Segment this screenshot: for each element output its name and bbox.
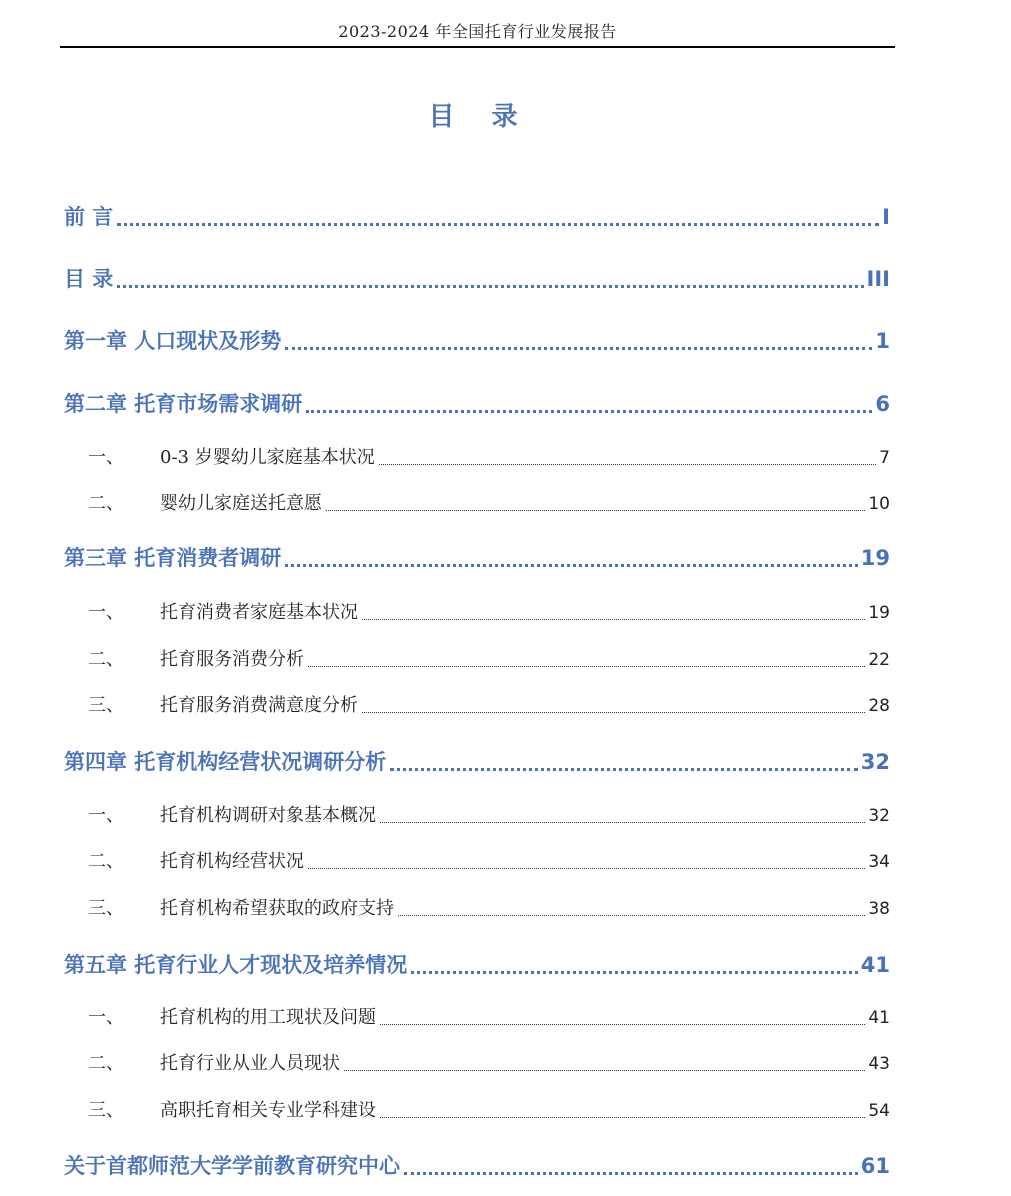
- toc-section-entry[interactable]: [64, 849, 890, 875]
- toc-leader-dots: [285, 564, 857, 567]
- toc-entry-page-number: 19: [868, 603, 890, 623]
- toc-entry-label: 第一章 人口现状及形势: [64, 329, 282, 353]
- toc-section-entry[interactable]: [64, 693, 890, 719]
- toc-entry-page-number: 32: [860, 750, 890, 774]
- toc-section-entry[interactable]: [64, 896, 890, 922]
- toc-entry-page-number: 10: [868, 494, 890, 514]
- toc-section-entry[interactable]: [64, 647, 890, 673]
- toc-entry-label: 婴幼儿家庭送托意愿: [160, 493, 322, 514]
- toc-entry-label: 第三章 托育消费者调研: [64, 546, 282, 570]
- toc-entry-label: 托育服务消费满意度分析: [160, 695, 358, 716]
- toc-entry-number: 一、: [88, 1007, 124, 1028]
- toc-section-entry[interactable]: [64, 1005, 890, 1031]
- toc-entry-number: 二、: [88, 851, 124, 872]
- toc-entry-page-number: 61: [860, 1154, 890, 1178]
- toc-leader-dots: [344, 1070, 865, 1071]
- toc-leader-dots: [306, 410, 872, 413]
- toc-leader-dots: [117, 223, 879, 226]
- toc-chapter-entry[interactable]: [64, 326, 890, 356]
- toc-entry-label: 托育机构希望获取的政府支持: [160, 898, 394, 919]
- toc-entry-page-number: 41: [868, 1008, 890, 1028]
- toc-entry-page-number: 43: [868, 1054, 890, 1074]
- toc-leader-dots: [404, 1172, 858, 1175]
- toc-section-entry[interactable]: [64, 445, 890, 471]
- toc-entry-label: 高职托育相关专业学科建设: [160, 1100, 376, 1121]
- page-header: [60, 18, 895, 48]
- toc-title: 目 录: [428, 102, 532, 132]
- toc-section-entry[interactable]: [64, 803, 890, 829]
- toc-section-entry[interactable]: [64, 1051, 890, 1077]
- toc-entry-label: 托育机构的用工现状及问题: [160, 1007, 376, 1028]
- toc-entry-page-number: 6: [875, 392, 890, 416]
- toc-entry-label: 关于首都师范大学学前教育研究中心: [64, 1154, 400, 1178]
- toc-entry-page-number: 1: [875, 329, 890, 353]
- toc-entry-page-number: III: [866, 267, 890, 291]
- toc-chapter-entry[interactable]: [64, 747, 890, 777]
- toc-entry-label: 前 言: [64, 205, 114, 229]
- toc-entry-label: 第二章 托育市场需求调研: [64, 392, 303, 416]
- toc-entry-number: 一、: [88, 447, 124, 468]
- toc-leader-dots: [398, 915, 865, 916]
- toc-leader-dots: [308, 666, 865, 667]
- toc-entry-label: 托育行业从业人员现状: [160, 1053, 340, 1074]
- toc-leader-dots: [285, 347, 872, 350]
- toc-chapter-entry[interactable]: [64, 1151, 890, 1181]
- toc-entry-page-number: 28: [868, 696, 890, 716]
- toc-entry-label: 第五章 托育行业人才现状及培养情况: [64, 953, 408, 977]
- toc-leader-dots: [326, 510, 865, 511]
- toc-entry-page-number: 38: [868, 899, 890, 919]
- toc-entry-page-number: 32: [868, 806, 890, 826]
- toc-entry-page-number: 22: [868, 650, 890, 670]
- toc-leader-dots: [117, 285, 863, 288]
- toc-leader-dots: [411, 971, 857, 974]
- toc-entry-number: 三、: [88, 695, 124, 716]
- toc-chapter-entry[interactable]: [64, 264, 890, 294]
- toc-entry-label: 第四章 托育机构经营状况调研分析: [64, 750, 387, 774]
- toc-leader-dots: [380, 1117, 865, 1118]
- toc-entry-label: 托育消费者家庭基本状况: [160, 602, 358, 623]
- toc-entry-number: 三、: [88, 898, 124, 919]
- toc-entry-page-number: 7: [879, 448, 890, 468]
- toc-entry-number: 一、: [88, 602, 124, 623]
- toc-leader-dots: [380, 1024, 865, 1025]
- toc-leader-dots: [362, 712, 865, 713]
- header-title: 2023-2024 年全国托育行业发展报告: [338, 22, 617, 41]
- toc-leader-dots: [379, 464, 876, 465]
- toc-section-entry[interactable]: [64, 491, 890, 517]
- toc-leader-dots: [380, 822, 865, 823]
- toc-chapter-entry[interactable]: [64, 389, 890, 419]
- toc-chapter-entry[interactable]: [64, 202, 890, 232]
- toc-entry-page-number: 41: [860, 953, 890, 977]
- toc-chapter-entry[interactable]: [64, 543, 890, 573]
- toc-section-entry[interactable]: [64, 600, 890, 626]
- toc-entry-label: 托育机构调研对象基本概况: [160, 805, 376, 826]
- toc-entry-page-number: I: [882, 205, 890, 229]
- toc-leader-dots: [362, 619, 865, 620]
- toc-entry-number: 二、: [88, 1053, 124, 1074]
- toc-chapter-entry[interactable]: [64, 950, 890, 980]
- toc-leader-dots: [390, 768, 857, 771]
- toc-entry-label: 目 录: [64, 267, 114, 291]
- toc-entry-label: 0-3 岁婴幼儿家庭基本状况: [160, 447, 375, 468]
- toc-entry-number: 二、: [88, 493, 124, 514]
- toc-entry-number: 二、: [88, 649, 124, 670]
- toc-leader-dots: [308, 868, 865, 869]
- toc-entry-number: 一、: [88, 805, 124, 826]
- toc-entry-number: 三、: [88, 1100, 124, 1121]
- toc-section-entry[interactable]: [64, 1098, 890, 1124]
- toc-entry-label: 托育服务消费分析: [160, 649, 304, 670]
- toc-entry-page-number: 54: [868, 1101, 890, 1121]
- toc-entry-page-number: 34: [868, 852, 890, 872]
- toc-entry-page-number: 19: [860, 546, 890, 570]
- toc-entry-label: 托育机构经营状况: [160, 851, 304, 872]
